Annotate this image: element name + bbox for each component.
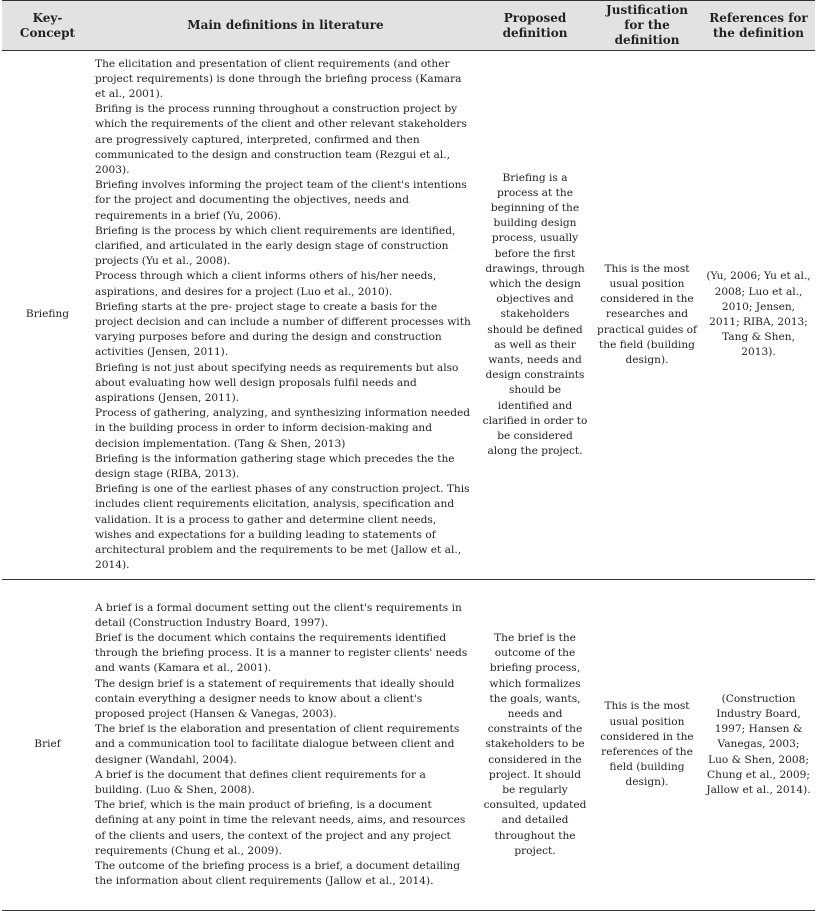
header-key-concept: Key-Concept (2, 1, 93, 51)
header-main-definitions: Main definitions in literature (93, 1, 478, 51)
definition-item: Briefing is the process by which client requirements are identified, clarified, and articulated in the early design stage of construction projects (Yu et al., 2008). (95, 224, 456, 268)
justification-cell: This is the most usual position considered in the references of the field (building design). (592, 580, 702, 911)
concept-cell: Briefing (2, 51, 93, 580)
header-proposed-definition: Proposed definition (478, 1, 592, 51)
concept-cell: Brief (2, 580, 93, 911)
table-row-briefing (2, 51, 815, 580)
definition-item: Briefing is one of the earliest phases of any construction project. This includes client requirements elicitation, analysis, specification and validation. It is a process to gather and determine client needs, wishes and expectations for a building leading to statements of architectural problem and the requirements to be met (Jallow et al., 2014). (95, 483, 470, 572)
definition-item: The elicitation and presentation of client requirements (and other project requirements) is done through the briefing process (Kamara et al., 2001). (95, 57, 462, 100)
header-justification: Justification for the definition (592, 1, 702, 51)
justification-cell: This is the most usual position considered in the researches and practical guides of the field (building design). (592, 51, 702, 580)
definitions-cell (93, 51, 478, 580)
proposed-definition-cell: The brief is the outcome of the briefing process, which formalizes the goals, wants, needs and constraints of the stakeholders to be considered in the project. It should be regularly consulted, updated and detailed throughout the project. (478, 580, 592, 911)
definition-item: The brief, which is the main product of briefing, is a document defining at any point in time the relevant needs, aims, and resources of the clients and users, the context of the project and any project requirements (Chung et al., 2009). (95, 799, 466, 857)
definitions-table (2, 0, 815, 911)
definition-item: Briefing is not just about specifying needs as requirements but also about evaluating how well design proposals fulfil needs and aspirations (Jensen, 2011). (95, 361, 459, 405)
definition-item: The brief is the elaboration and presentation of client requirements and a communication tool to facilitate dialogue between client and designer (Wandahl, 2004). (95, 723, 460, 766)
header-references: References for the definition (702, 1, 815, 51)
table-row-brief (2, 580, 815, 911)
references-cell: (Yu, 2006; Yu et al., 2008; Luo et al., 2010; Jensen, 2011; RIBA, 2013; Tang & Shen, 2013). (702, 51, 815, 580)
definitions-cell (93, 580, 478, 911)
references-cell: (Construction Industry Board, 1997; Hansen & Vanegas, 2003; Luo & Shen, 2008; Chung et al., 2009; Jallow et al., 2014). (702, 580, 815, 911)
definition-item: Process through which a client informs others of his/her needs, aspirations, and desires for a project (Luo et al., 2010). (95, 270, 437, 298)
definition-item: Brief is the document which contains the requirements identified through the briefing process. It is a manner to register clients' needs and wants (Kamara et al., 2001). (95, 631, 468, 675)
definition-item: Briefing starts at the pre- project stage to create a basis for the project decision and can include a number of different processes with varying purposes before and during the design and construction activities (Jensen, 2011). (95, 300, 471, 359)
definition-item: Briefing is the information gathering stage which precedes the the design stage (RIBA, 2013). (95, 452, 455, 481)
definition-item: Briefing involves informing the project team of the client's intentions for the project and documenting the objectives, needs and requirements in a brief (Yu, 2006). (95, 179, 467, 222)
definition-item: The design brief is a statement of requirements that ideally should contain everything a designer needs to know about a client's proposed project (Hansen & Vanegas, 2003). (95, 677, 455, 720)
definition-item: Process of gathering, analyzing, and synthesizing information needed in the building process in order to inform decision-making and decision implementation. (Tang & Shen, 2013) (95, 407, 471, 450)
definition-item: The outcome of the briefing process is a brief, a document detailing the information about client requirements (Jallow et al., 2014). (95, 860, 460, 888)
definition-item: A brief is the document that defines client requirements for a building. (Luo & Shen, 2008). (95, 768, 426, 796)
header-row (2, 1, 815, 51)
definition-item: A brief is a formal document setting out the client's requirements in detail (Construction Industry Board, 1997). (95, 601, 462, 629)
definition-item: Brifing is the process running throughout a construction project by which the requirements of the client and other relevant stakeholders are progressively captured, interpreted, confirmed and then communicated to the design and construction team (Rezgui et al., 2003). (95, 103, 467, 176)
proposed-definition-cell: Briefing is a process at the beginning of the building design process, usually before the first drawings, through which the design objectives and stakeholders should be defined as well as their wants, needs and design constraints should be identified and clarified in order to be considered along the project. (478, 51, 592, 580)
